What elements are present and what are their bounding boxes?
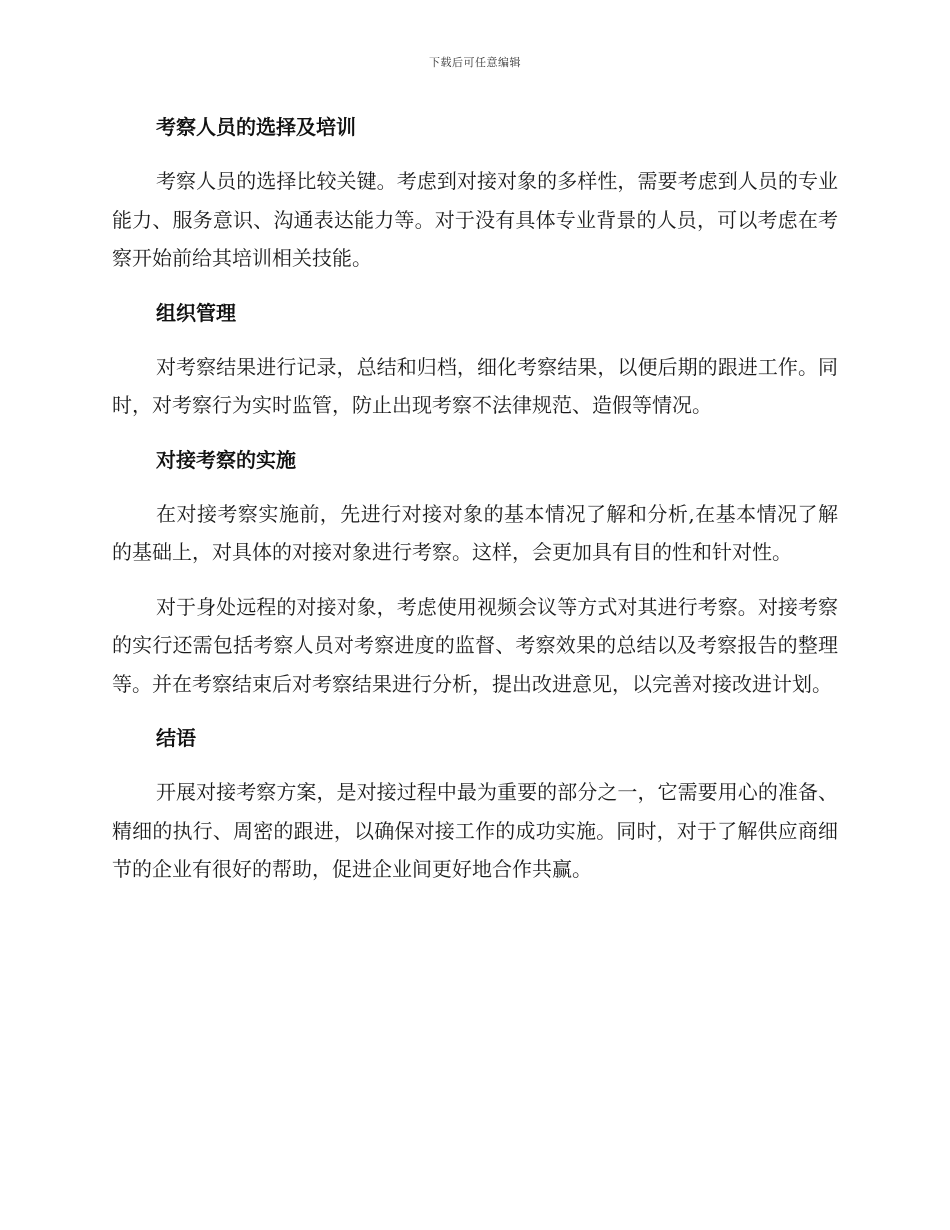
body-paragraph: 对于身处远程的对接对象，考虑使用视频会议等方式对其进行考察。对接考察的实行还需包括考察人员对考察进度的监督、考察效果的总结以及考察报告的整理等。并在考察结束后对考察结果进行分析，提出改进意见，以完善对接改进计划。 [112, 594, 838, 696]
body-paragraph: 对考察结果进行记录，总结和归档，细化考察结果，以便后期的跟进工作。同时，对考察行为实时监管，防止出现考察不法律规范、造假等情况。 [112, 354, 838, 417]
body-paragraph: 考察人员的选择比较关键。考虑到对接对象的多样性，需要考虑到人员的专业能力、服务意识、沟通表达能力等。对于没有具体专业背景的人员，可以考虑在考察开始前给其培训相关技能。 [112, 169, 838, 270]
section-heading: 结语 [156, 726, 196, 750]
section-heading: 考察人员的选择及培训 [156, 115, 356, 139]
section-heading: 组织管理 [156, 300, 236, 325]
header-note: 下载后可任意编辑 [429, 56, 521, 69]
section-heading: 对接考察的实施 [156, 447, 296, 472]
document-body [112, 108, 838, 889]
body-paragraph: 在对接考察实施前，先进行对接对象的基本情况了解和分析,在基本情况了解的基础上，对具体的对接对象进行考察。这样，会更加具有目的性和针对性。 [112, 501, 838, 564]
body-paragraph: 开展对接考察方案，是对接过程中最为重要的部分之一，它需要用心的准备、精细的执行、周密的跟进，以确保对接工作的成功实施。同时，对于了解供应商细节的企业有很好的帮助，促进企业间更好地合作共赢。 [112, 780, 838, 881]
